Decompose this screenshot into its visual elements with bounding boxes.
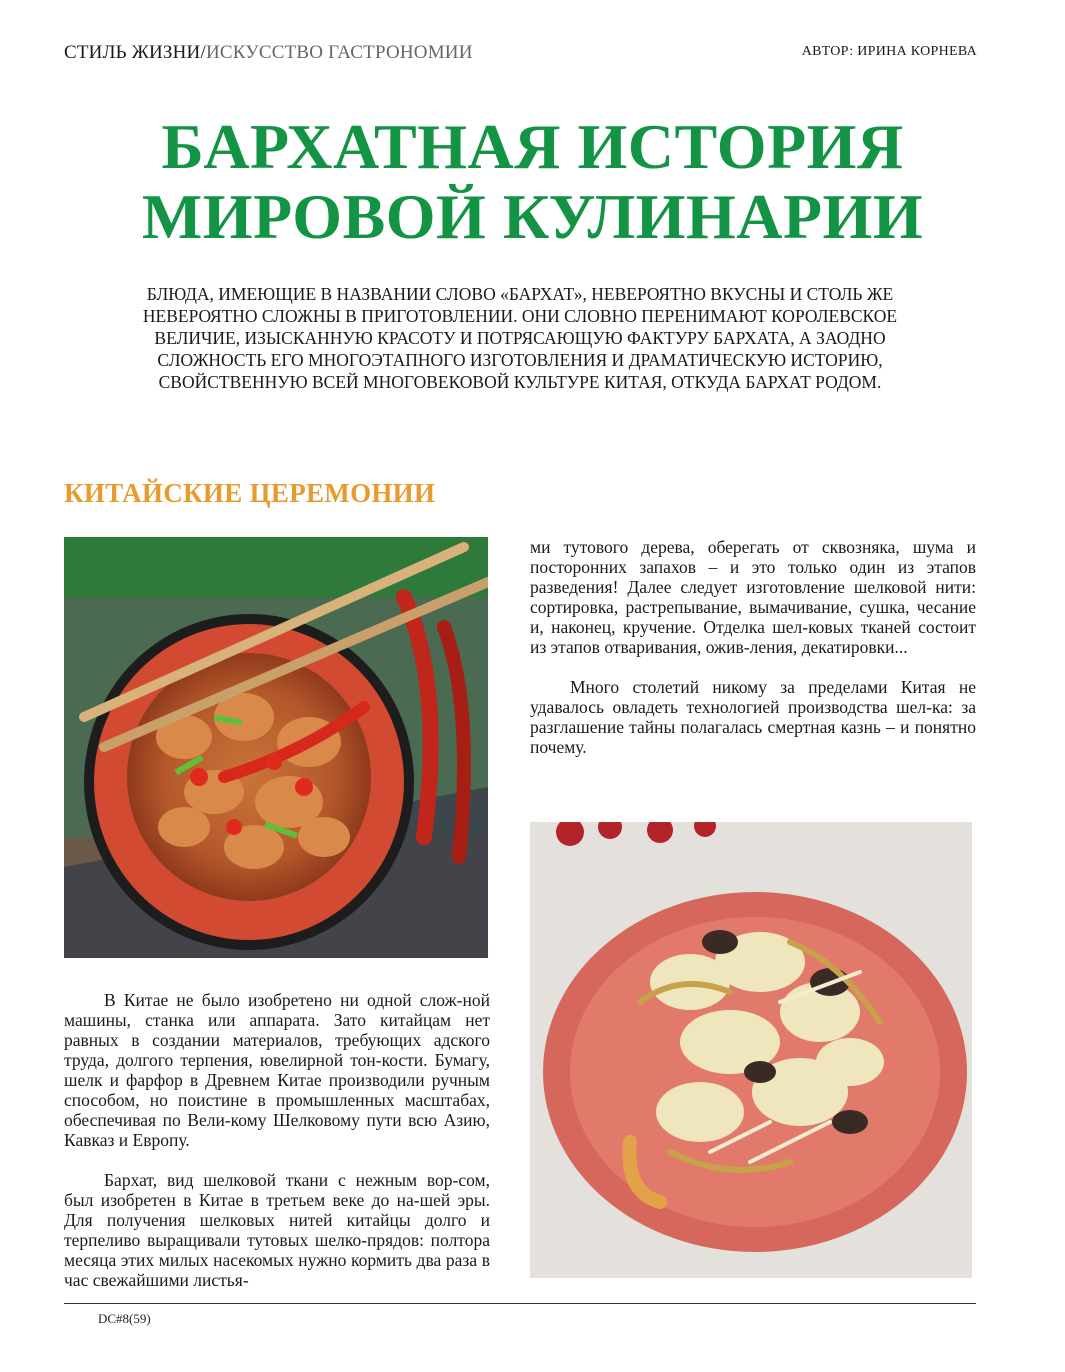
subsection-name: ИСКУССТВО ГАСТРОНОМИИ	[205, 42, 473, 63]
author-byline: АВТОР: ИРИНА КОРНЕВА	[801, 44, 977, 59]
header-section-label	[64, 42, 473, 64]
article-title	[0, 112, 1065, 252]
body-paragraph: ми тутового дерева, оберегать от сквозняка, шума и посторонних запахов – и это только один из этапов разведения! Далее следует изготовление шелковой нити: сортировка, растрепывание, вымачивание, сушка, чесание и, наконец, кручение. Отделка шел-ковых тканей состоит из этапов отваривания, ожив-ления, декатировки...	[530, 537, 976, 657]
title-line-1: БАРХАТНАЯ ИСТОРИЯ	[161, 111, 904, 182]
body-paragraph: Много столетий никому за пределами Китая не удавалось овладеть технологией производства шел-ка: за разглашение тайны полагалась смертная казнь – и понятно почему.	[530, 677, 976, 757]
body-column-right	[530, 537, 976, 777]
footer-rule	[64, 1303, 976, 1304]
body-paragraph: В Китае не было изобретено ни одной слож-ной машины, станка или аппарата. Зато китайцам нет равных в создании материалов, требующих адского труда, долгого терпения, ювелирной тон-кости. Бумагу, шелк и фарфор в Древнем Китае производили ручным способом, но поистине в промышленных масштабах, обеспечивая по Вели-кому Шелковому пути всю Азию, Кавказ и Европу.	[64, 990, 490, 1150]
page-folio: DC#8(59)	[98, 1311, 151, 1326]
photo-chicken-bowl	[64, 537, 488, 958]
body-column-left	[64, 990, 490, 1310]
section-name: СТИЛЬ ЖИЗНИ	[64, 42, 201, 63]
photo-chicken-bowl-illustration	[64, 537, 488, 958]
article-lead: БЛЮДА, ИМЕЮЩИЕ В НАЗВАНИИ СЛОВО «БАРХАТ», НЕВЕРОЯТНО ВКУСНЫ И СТОЛЬ ЖЕ НЕВЕРОЯТНО СЛОЖНЫ В ПРИГОТОВЛЕНИИ. ОНИ СЛОВНО ПЕРЕНИМАЮТ КОРОЛЕВСКОЕ ВЕЛИЧИЕ, ИЗЫСКАННУЮ КРАСОТУ И ПОТРЯСАЮЩУЮ ФАКТУРУ БАРХАТА, А ЗАОДНО СЛОЖНОСТЬ ЕГО МНОГОЭТАПНОГО ИЗГОТОВЛЕНИЯ И ДРАМАТИЧЕСКУЮ ИСТОРИЮ, СВОЙСТВЕННУЮ ВСЕЙ МНОГОВЕКОВОЙ КУЛЬТУРЕ КИТАЯ, ОТКУДА БАРХАТ РОДОМ.	[142, 284, 898, 392]
photo-salad-plate-illustration	[530, 822, 972, 1278]
photo-salad-plate	[530, 822, 972, 1278]
section-heading: КИТАЙСКИЕ ЦЕРЕМОНИИ	[64, 478, 436, 508]
title-line-2: МИРОВОЙ КУЛИНАРИИ	[141, 181, 924, 252]
section-separator: /	[200, 42, 206, 63]
body-paragraph: Бархат, вид шелковой ткани с нежным вор-сом, был изобретен в Китае в третьем веке до на-шей эры. Для получения шелковых нитей китайцы долго и терпеливо выращивали тутовых шелко-прядов: полтора месяца этих милых насекомых нужно кормить два раза в час свежайшими листья-	[64, 1170, 490, 1290]
